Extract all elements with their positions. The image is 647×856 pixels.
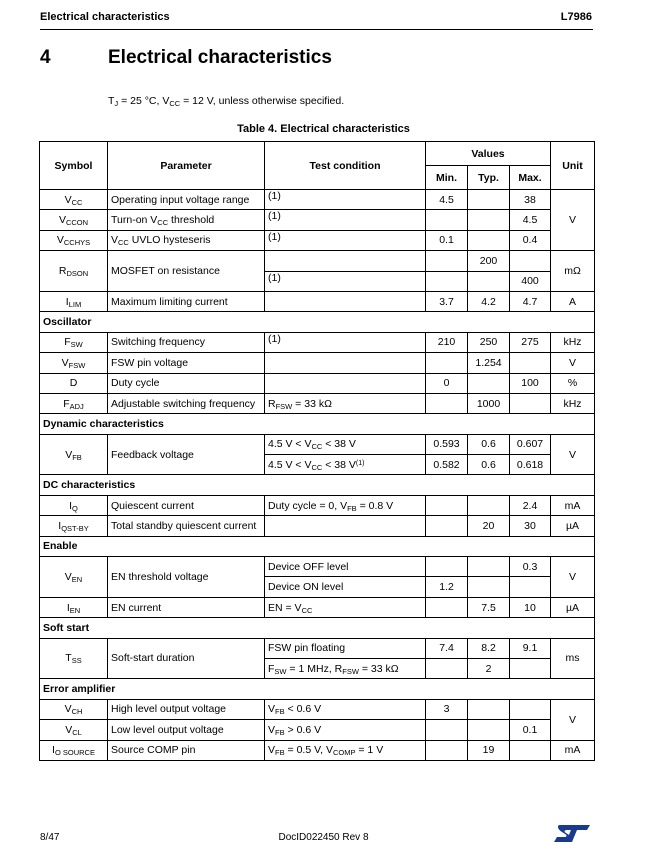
section-title: Electrical characteristics bbox=[108, 47, 332, 68]
condition-cell: FSW pin floating bbox=[265, 638, 426, 658]
symbol-cell: $V_{EN}$ bbox=[40, 557, 108, 598]
min-cell bbox=[426, 720, 468, 740]
condition-cell bbox=[265, 516, 426, 536]
max-cell bbox=[510, 393, 551, 413]
symbol-cell: $V_{FB}$ bbox=[40, 434, 108, 475]
min-cell: 0 bbox=[426, 373, 468, 393]
note-cell: (1) bbox=[265, 190, 426, 210]
symbol-cell: $I_{LIM}$ bbox=[40, 291, 108, 311]
max-cell: 4.7 bbox=[510, 291, 551, 311]
typ-cell: 8.2 bbox=[468, 638, 510, 658]
parameter-cell: EN threshold voltage bbox=[108, 557, 265, 598]
max-cell: 9.1 bbox=[510, 638, 551, 658]
max-cell: 0.1 bbox=[510, 720, 551, 740]
header-test-condition: Test condition bbox=[265, 142, 426, 190]
typ-cell: 20 bbox=[468, 516, 510, 536]
parameter-cell: Duty cycle bbox=[108, 373, 265, 393]
max-cell: 0.4 bbox=[510, 230, 551, 250]
unit-cell: mA bbox=[551, 740, 595, 760]
parameter-cell: Turn-on $V_{CC}$ threshold bbox=[108, 210, 265, 230]
min-cell: 0.1 bbox=[426, 230, 468, 250]
min-cell bbox=[426, 658, 468, 678]
table-row bbox=[40, 393, 595, 413]
typ-cell bbox=[468, 495, 510, 515]
min-cell bbox=[426, 597, 468, 617]
min-cell bbox=[426, 393, 468, 413]
symbol-cell: D bbox=[40, 373, 108, 393]
min-cell bbox=[426, 495, 468, 515]
max-cell bbox=[510, 251, 551, 271]
header-typ: Typ. bbox=[468, 166, 510, 190]
header-values: Values bbox=[426, 142, 551, 166]
symbol-cell: $F_{ADJ}$ bbox=[40, 393, 108, 413]
header-min: Min. bbox=[426, 166, 468, 190]
table-row bbox=[40, 353, 595, 373]
typ-cell: 2 bbox=[468, 658, 510, 678]
parameter-cell: Maximum limiting current bbox=[108, 291, 265, 311]
symbol-cell: $T_{SS}$ bbox=[40, 638, 108, 679]
section-row-oscillator bbox=[40, 312, 595, 332]
unit-cell: V bbox=[551, 353, 595, 373]
table-row bbox=[40, 740, 595, 760]
typ-cell bbox=[468, 577, 510, 597]
max-cell: 0.618 bbox=[510, 455, 551, 475]
table-row bbox=[40, 373, 595, 393]
min-cell: 1.2 bbox=[426, 577, 468, 597]
unit-cell: V bbox=[551, 434, 595, 475]
page-number: 8/47 bbox=[40, 832, 60, 843]
parameter-cell: Operating input voltage range bbox=[108, 190, 265, 210]
min-cell bbox=[426, 740, 468, 760]
unit-cell: V bbox=[551, 557, 595, 598]
condition-cell: $V_{FB} > 0.6$ V bbox=[265, 720, 426, 740]
condition-cell: 4.5 $V < V_{CC} < 38$ $V^{(1)}$ bbox=[265, 455, 426, 475]
max-cell bbox=[510, 577, 551, 597]
typ-cell: 250 bbox=[468, 332, 510, 352]
section-number: 4 bbox=[40, 47, 51, 68]
unit-cell: V bbox=[551, 190, 595, 251]
table-row bbox=[40, 516, 595, 536]
min-cell bbox=[426, 210, 468, 230]
header-unit: Unit bbox=[551, 142, 595, 190]
symbol-cell: $R_{DSON}$ bbox=[40, 251, 108, 292]
unit-cell: µA bbox=[551, 516, 595, 536]
table-row bbox=[40, 434, 595, 454]
max-cell: 38 bbox=[510, 190, 551, 210]
condition-cell: Device ON level bbox=[265, 577, 426, 597]
unit-cell: kHz bbox=[551, 332, 595, 352]
condition-cell: $F_{SW} = 1$ MHz, $R_{FSW} = 33$ kΩ bbox=[265, 658, 426, 678]
max-cell bbox=[510, 353, 551, 373]
typ-cell bbox=[468, 190, 510, 210]
condition-cell: $V_{FB} < 0.6$ V bbox=[265, 699, 426, 719]
max-cell: 100 bbox=[510, 373, 551, 393]
parameter-cell: EN current bbox=[108, 597, 265, 617]
table-row bbox=[40, 597, 595, 617]
condition-cell bbox=[265, 291, 426, 311]
parameter-cell: MOSFET on resistance bbox=[108, 251, 265, 292]
header-part-number: L7986 bbox=[560, 11, 592, 23]
typ-cell: 4.2 bbox=[468, 291, 510, 311]
section-heading: Oscillator bbox=[40, 312, 595, 332]
parameter-cell: Total standby quiescent current bbox=[108, 516, 265, 536]
parameter-cell: Soft-start duration bbox=[108, 638, 265, 679]
table-row bbox=[40, 190, 595, 210]
typ-cell: 0.6 bbox=[468, 455, 510, 475]
parameter-cell: Low level output voltage bbox=[108, 720, 265, 740]
typ-cell bbox=[468, 210, 510, 230]
max-cell: 4.5 bbox=[510, 210, 551, 230]
condition-cell: $V_{FB} = 0.5$ V, $V_{COMP} = 1$ V bbox=[265, 740, 426, 760]
section-heading: DC characteristics bbox=[40, 475, 595, 495]
header-parameter: Parameter bbox=[108, 142, 265, 190]
symbol-cell: $V_{CC}$ bbox=[40, 190, 108, 210]
min-cell bbox=[426, 251, 468, 271]
symbol-cell: $V_{CCHYS}$ bbox=[40, 230, 108, 250]
typ-cell bbox=[468, 557, 510, 577]
parameter-cell: Adjustable switching frequency bbox=[108, 393, 265, 413]
note-cell: (1) bbox=[265, 271, 426, 291]
table-row bbox=[40, 291, 595, 311]
table-row bbox=[40, 638, 595, 658]
table-row bbox=[40, 495, 595, 515]
typ-cell: 1.254 bbox=[468, 353, 510, 373]
max-cell: 2.4 bbox=[510, 495, 551, 515]
condition-cell: Duty cycle = 0, $V_{FB} = 0.8$ V bbox=[265, 495, 426, 515]
table-row bbox=[40, 699, 595, 719]
symbol-cell: $F_{SW}$ bbox=[40, 332, 108, 352]
max-cell bbox=[510, 740, 551, 760]
typ-cell: 19 bbox=[468, 740, 510, 760]
typ-cell bbox=[468, 230, 510, 250]
symbol-cell: $I_{EN}$ bbox=[40, 597, 108, 617]
min-cell: 3.7 bbox=[426, 291, 468, 311]
symbol-cell: $V_{FSW}$ bbox=[40, 353, 108, 373]
condition-cell: $R_{FSW} = 33$ kΩ bbox=[265, 393, 426, 413]
parameter-cell: Switching frequency bbox=[108, 332, 265, 352]
symbol-cell: $V_{CL}$ bbox=[40, 720, 108, 740]
min-cell bbox=[426, 557, 468, 577]
section-row-dynamic bbox=[40, 414, 595, 434]
max-cell: 30 bbox=[510, 516, 551, 536]
unit-cell: % bbox=[551, 373, 595, 393]
typ-cell: 200 bbox=[468, 251, 510, 271]
parameter-cell: Feedback voltage bbox=[108, 434, 265, 475]
st-logo-icon bbox=[553, 823, 591, 843]
typ-cell: 7.5 bbox=[468, 597, 510, 617]
typ-cell: 1000 bbox=[468, 393, 510, 413]
typ-cell bbox=[468, 373, 510, 393]
electrical-characteristics-table bbox=[39, 141, 595, 761]
min-cell: 3 bbox=[426, 699, 468, 719]
min-cell: 210 bbox=[426, 332, 468, 352]
max-cell: 0.3 bbox=[510, 557, 551, 577]
unit-cell: A bbox=[551, 291, 595, 311]
min-cell: 0.593 bbox=[426, 434, 468, 454]
unit-cell: mA bbox=[551, 495, 595, 515]
table-row bbox=[40, 230, 595, 250]
min-cell bbox=[426, 271, 468, 291]
header-divider bbox=[40, 29, 593, 30]
table-header-row bbox=[40, 142, 595, 166]
header-symbol: Symbol bbox=[40, 142, 108, 190]
note-cell: (1) bbox=[265, 230, 426, 250]
condition-cell: EN = $V_{CC}$ bbox=[265, 597, 426, 617]
section-row-enable bbox=[40, 536, 595, 556]
max-cell bbox=[510, 658, 551, 678]
section-heading: Enable bbox=[40, 536, 595, 556]
condition-cell bbox=[265, 373, 426, 393]
max-cell: 275 bbox=[510, 332, 551, 352]
section-heading: Soft start bbox=[40, 618, 595, 638]
table-row bbox=[40, 720, 595, 740]
max-cell: 400 bbox=[510, 271, 551, 291]
condition-cell: Device OFF level bbox=[265, 557, 426, 577]
typ-cell bbox=[468, 720, 510, 740]
min-cell bbox=[426, 353, 468, 373]
condition-cell bbox=[265, 251, 426, 271]
section-heading: Dynamic characteristics bbox=[40, 414, 595, 434]
section-row-dc bbox=[40, 475, 595, 495]
section-row-erroramp bbox=[40, 679, 595, 699]
unit-cell: kHz bbox=[551, 393, 595, 413]
table-row bbox=[40, 210, 595, 230]
min-cell: 7.4 bbox=[426, 638, 468, 658]
header-max: Max. bbox=[510, 166, 551, 190]
max-cell bbox=[510, 699, 551, 719]
unit-cell: mΩ bbox=[551, 251, 595, 292]
unit-cell: ms bbox=[551, 638, 595, 679]
note-cell: (1) bbox=[265, 210, 426, 230]
min-cell: 4.5 bbox=[426, 190, 468, 210]
section-row-softstart bbox=[40, 618, 595, 638]
unit-cell: V bbox=[551, 699, 595, 740]
test-conditions-note: $T_J = 25$ °C, $V_{CC} = 12$ V, unless otherwise specified. bbox=[108, 95, 345, 108]
symbol-cell: $I_Q$ bbox=[40, 495, 108, 515]
symbol-cell: $V_{CH}$ bbox=[40, 699, 108, 719]
symbol-cell: $V_{CCON}$ bbox=[40, 210, 108, 230]
table-row bbox=[40, 251, 595, 271]
typ-cell bbox=[468, 271, 510, 291]
document-id: DocID022450 Rev 8 bbox=[278, 832, 369, 843]
condition-cell bbox=[265, 353, 426, 373]
parameter-cell: Source COMP pin bbox=[108, 740, 265, 760]
note-cell: (1) bbox=[265, 332, 426, 352]
condition-cell: 4.5 $V < V_{CC} < 38$ V bbox=[265, 434, 426, 454]
parameter-cell: Quiescent current bbox=[108, 495, 265, 515]
header-section-title: Electrical characteristics bbox=[40, 11, 170, 23]
table-caption: Table 4. Electrical characteristics bbox=[237, 123, 410, 135]
typ-cell: 0.6 bbox=[468, 434, 510, 454]
symbol-cell: $I_{O SOURCE}$ bbox=[40, 740, 108, 760]
max-cell: 0.607 bbox=[510, 434, 551, 454]
section-heading: Error amplifier bbox=[40, 679, 595, 699]
parameter-cell: High level output voltage bbox=[108, 699, 265, 719]
parameter-cell: FSW pin voltage bbox=[108, 353, 265, 373]
unit-cell: µA bbox=[551, 597, 595, 617]
table-row bbox=[40, 332, 595, 352]
table-row bbox=[40, 557, 595, 577]
max-cell: 10 bbox=[510, 597, 551, 617]
symbol-cell: $I_{QST-BY}$ bbox=[40, 516, 108, 536]
parameter-cell: $V_{CC}$ UVLO hysteseris bbox=[108, 230, 265, 250]
min-cell bbox=[426, 516, 468, 536]
typ-cell bbox=[468, 699, 510, 719]
min-cell: 0.582 bbox=[426, 455, 468, 475]
